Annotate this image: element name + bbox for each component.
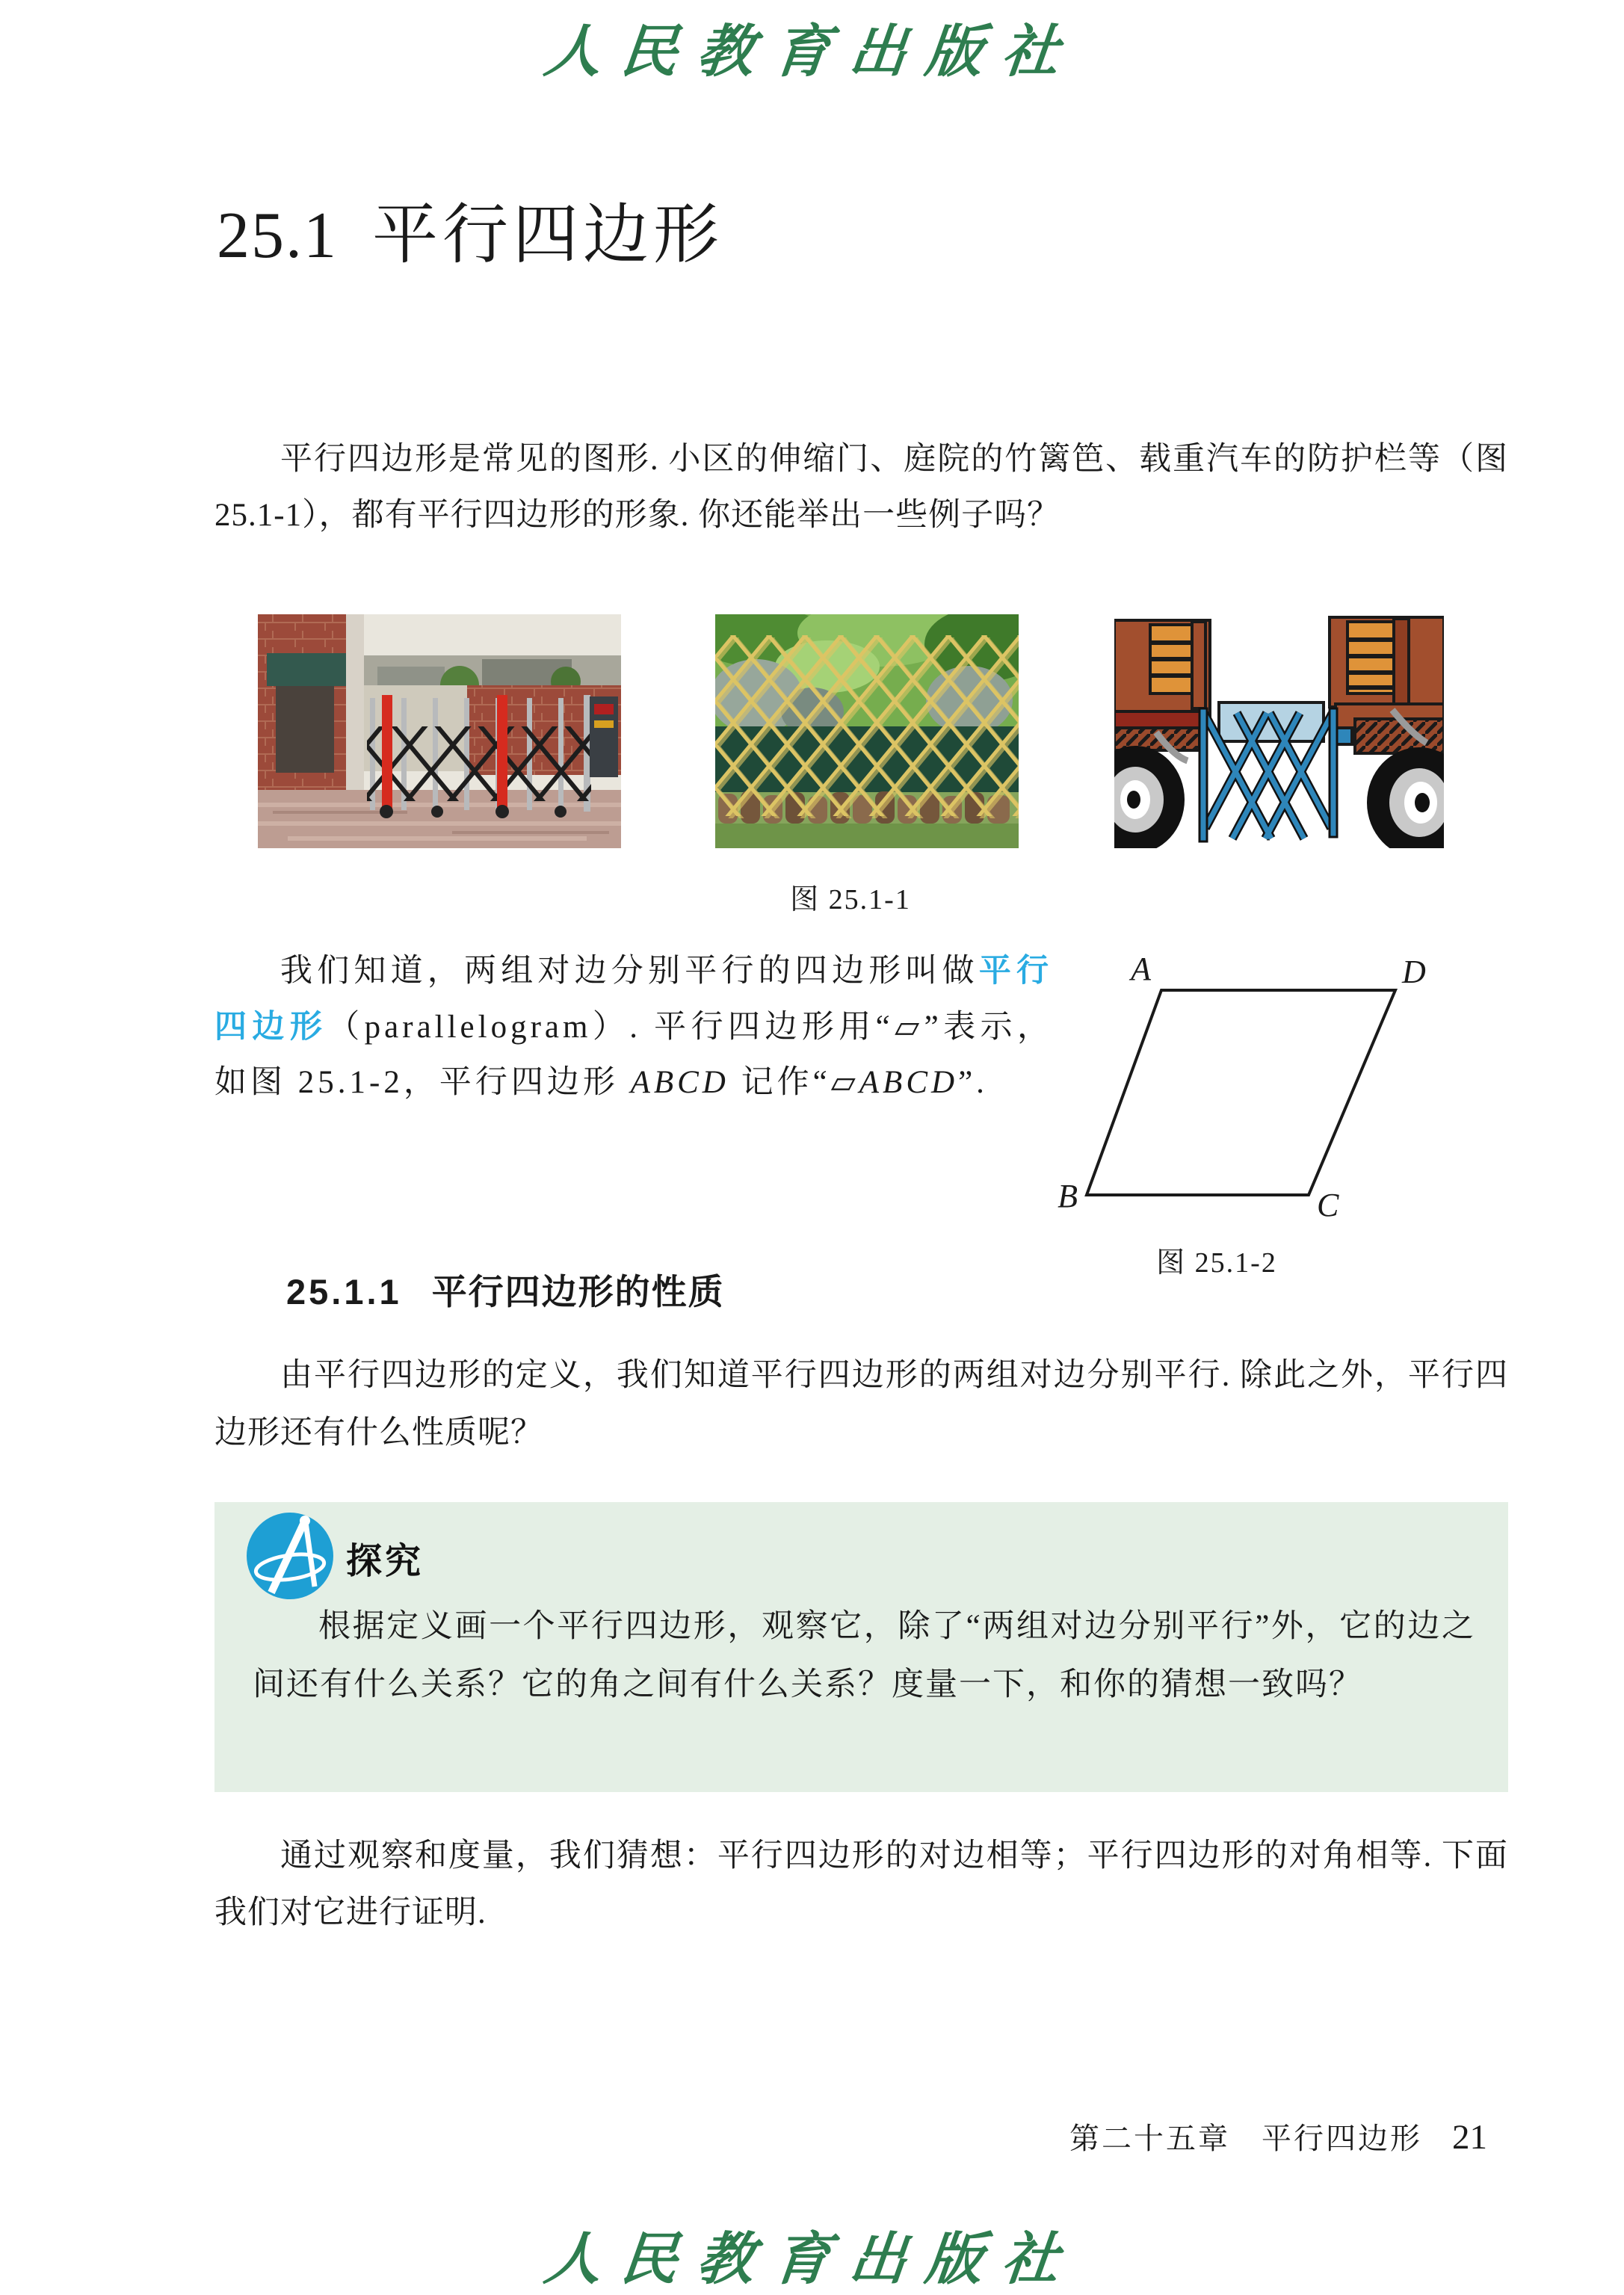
text-segment-math: ABCD [630,1065,729,1100]
page-title [217,200,723,273]
bamboo-fence-photo-art [715,614,1019,848]
parallelogram-figure [1045,938,1493,1237]
expanding-gate-photo-art [258,614,621,848]
text-segment-normal: ▱ [893,1010,924,1045]
subsection-title-text: 平行四边形的性质 [431,1272,725,1312]
text-segment-normal: ”. [958,1065,988,1100]
conjecture-paragraph: 通过观察和度量，我们猜想：平行四边形的对边相等；平行四边形的对角相等. 下面我们对它进行证明. [214,1838,1508,1930]
expanding-gate-photo [258,614,621,848]
subsection-heading [286,1264,725,1315]
vertex-label-b: B [1058,1178,1078,1214]
explore-label: 探究 [346,1542,424,1581]
footer-page-number: 21 [1452,2118,1487,2157]
figure2-caption: 图 25.1-2 [1156,1247,1277,1279]
publisher-logo-bottom [0,2214,1624,2295]
bamboo-fence-photo [715,614,1019,848]
text-segment-math: ABCD [859,1065,959,1100]
truck-guard-rail-art [1114,614,1444,848]
vertex-label-c: C [1317,1187,1339,1223]
page-footer [1069,2115,1487,2157]
intro-paragraph: 平行四边形是常见的图形. 小区的伸缩门、庭院的竹篱笆、载重汽车的防护栏等（图 25.1-1），都有平行四边形的形象. 你还能举出一些例子吗？ [214,442,1508,533]
footer-section: 平行四边形 [1262,2122,1422,2155]
truck-guard-rail-illustration [1114,614,1444,848]
publisher-logo-top [0,6,1624,87]
footer-chapter: 第二十五章 [1069,2122,1230,2155]
section-title-text: 平行四边形 [372,200,724,272]
text-segment-normal: 记作“ [729,1065,831,1100]
publisher-logo-text: 人民教育出版社 [541,18,1082,84]
vertex-label-a: A [1131,951,1151,987]
parallelogram-diagram [1045,938,1493,1237]
section-number: 25.1 [217,200,338,272]
figure1-caption: 图 25.1-1 [790,884,911,915]
subsection-number: 25.1.1 [286,1272,402,1312]
explore-text: 根据定义画一个平行四边形，观察它，除了“两组对边分别平行”外，它的边之间还有什么关系？它的角之间有什么关系？度量一下，和你的猜想一致吗？ [253,1609,1475,1702]
text-segment-normal: ▱ [830,1065,859,1100]
text-segment-term: 平行四边形 [214,953,1054,1045]
compass-icon [246,1512,334,1600]
explore-box [214,1502,1508,1792]
property-intro-paragraph: 由平行四边形的定义，我们知道平行四边形的两组对边分别平行. 除此之外，平行四边形还有什么性质呢？ [214,1358,1508,1451]
text-segment-normal: ”表示，如图 25.1-2，平行四边形 [214,1010,1054,1100]
text-segment-normal: 我们知道，两组对边分别平行的四边形叫做 [280,954,979,989]
definition-paragraph [214,943,1053,1111]
text-segment-normal: （parallelogram）. 平行四边形用“ [327,1010,894,1045]
vertex-label-d: D [1402,954,1426,990]
publisher-logo-text-bottom: 人民教育出版社 [541,2225,1082,2292]
